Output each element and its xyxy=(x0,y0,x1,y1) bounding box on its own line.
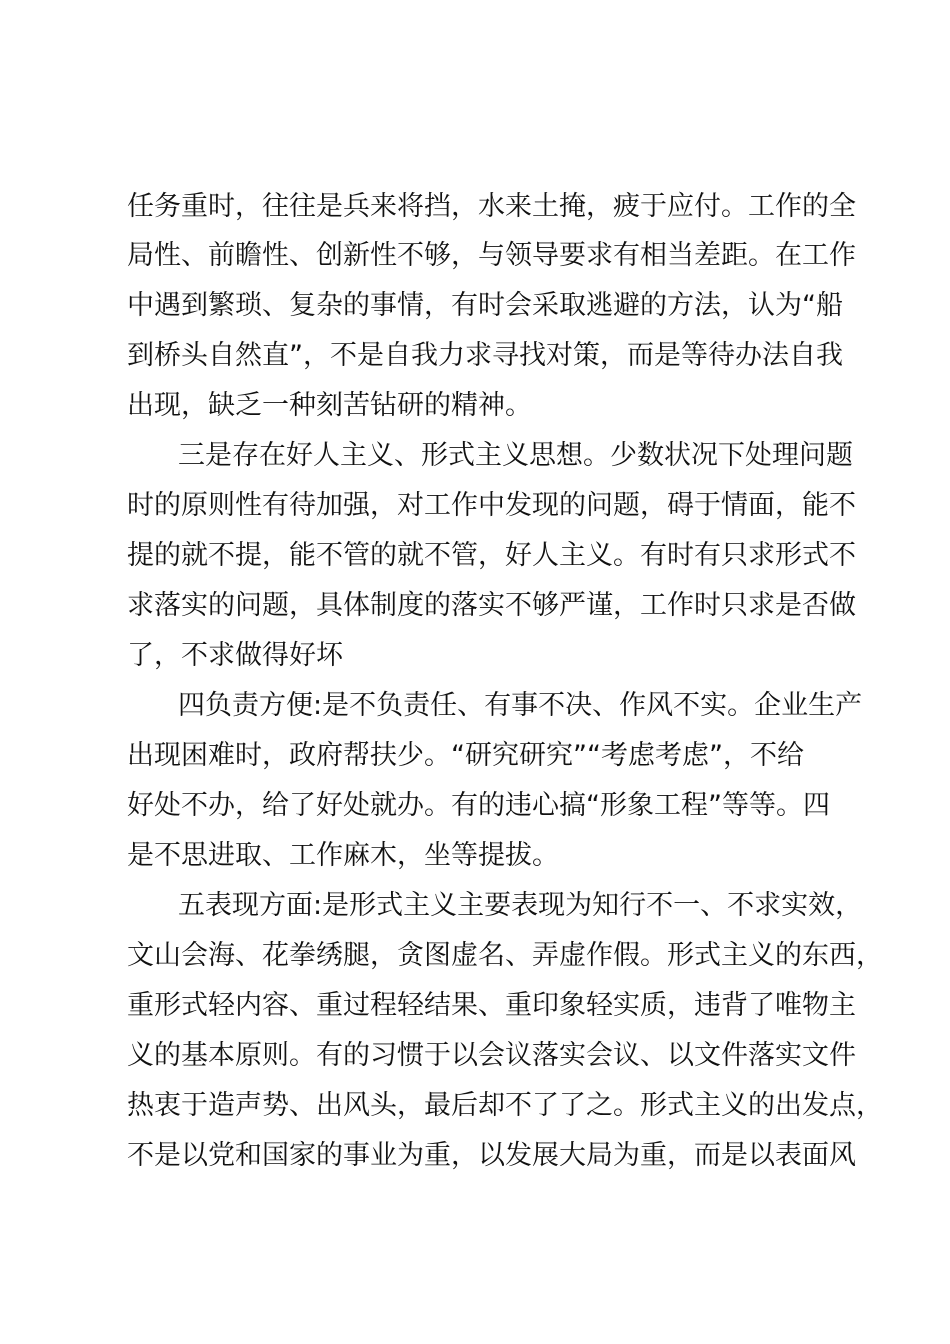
text-line: 热衷于造声势、出风头，最后却不了了之。形式主义的出发点， xyxy=(127,1090,883,1121)
text-line: 了，不求做得好坏 xyxy=(127,640,343,671)
paragraph-start-line: 五表现方面:是形式主义主要表现为知行不一、不求实效， xyxy=(178,890,863,921)
text-line: 不是以党和国家的事业为重，以发展大局为重，而是以表面风 xyxy=(127,1140,856,1171)
paragraph-start-line: 四负责方便:是不负责任、有事不决、作风不实。企业生产 xyxy=(178,690,863,721)
text-line: 到桥头自然直”，不是自我力求寻找对策，而是等待办法自我 xyxy=(127,340,843,371)
text-line: 是不思进取、工作麻木，坐等提拔。 xyxy=(127,840,559,871)
text-line: 中遇到繁琐、复杂的事情，有时会采取逃避的方法，认为“船 xyxy=(127,290,843,321)
text-line: 出现困难时，政府帮扶少。“研究研究”“考虑考虑”，不给 xyxy=(127,740,804,771)
text-line: 时的原则性有待加强，对工作中发现的问题，碍于情面，能不 xyxy=(127,490,856,521)
text-line: 任务重时，往往是兵来将挡，水来土掩，疲于应付。工作的全 xyxy=(127,191,856,222)
text-line: 提的就不提，能不管的就不管，好人主义。有时有只求形式不 xyxy=(127,540,856,571)
text-line: 局性、前瞻性、创新性不够，与领导要求有相当差距。在工作 xyxy=(127,240,856,271)
text-line: 求落实的问题，具体制度的落实不够严谨，工作时只求是否做 xyxy=(127,590,856,621)
text-line: 义的基本原则。有的习惯于以会议落实会议、以文件落实文件 xyxy=(127,1040,856,1071)
text-line: 文山会海、花拳绣腿，贪图虚名、弄虚作假。形式主义的东西， xyxy=(127,940,883,971)
text-line: 好处不办，给了好处就办。有的违心搞“形象工程”等等。四 xyxy=(127,790,830,821)
text-line: 出现，缺乏一种刻苦钻研的精神。 xyxy=(127,390,532,421)
text-line: 重形式轻内容、重过程轻结果、重印象轻实质，违背了唯物主 xyxy=(127,990,856,1021)
paragraph-start-line: 三是存在好人主义、形式主义思想。少数状况下处理问题 xyxy=(178,440,853,471)
